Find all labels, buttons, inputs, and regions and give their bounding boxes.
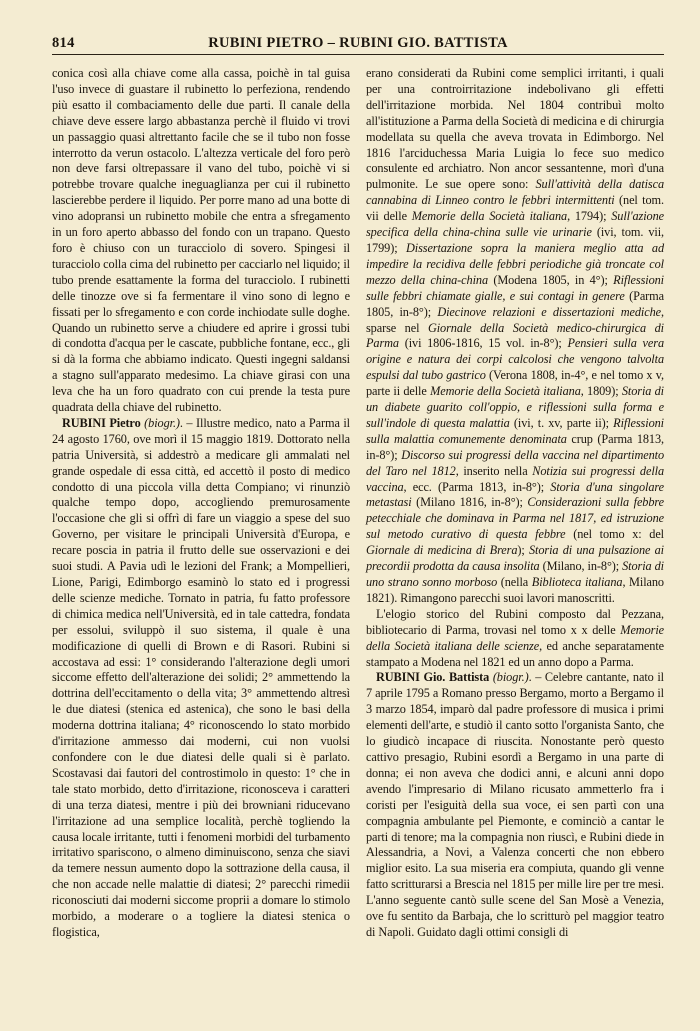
entry-headword: RUBINI Gio. Battista: [376, 670, 490, 685]
work-title: Riflessioni sulle febbri chiamate gialle, e sui contagi in genere: [366, 272, 664, 303]
page-number: 814: [52, 35, 75, 51]
entry-body: . – Celebre cantante, nato il 7 aprile 1795 a Romano presso Bergamo, morto a Bergamo il 3 marzo 1854, imparò dal padre professore di musica i primi elementi dell'arte, e studiò il canto sotto l'organista Santo, che lo giudicò incapace di riuscita. Nonostante però questo cattivo presagio, Rubini esordì a Bergamo in una parte di donna; ei non aveva che dodici anni, e alcuni anni dopo avendo l'impresario di Milano ricusato ammetterlo fra i coristi per l'esiguità della sua voce, ei sen partì con una compagnia ambulante pel Piemonte, e cominciò a cantar le parti di tenore; ma la compagnia non riuscì, e Rubini diede in Alessandria, a Novi, a Valenza concerti che non ebbero miglior esito. La sua miseria era compiuta, quando gli venne fatto scritturarsi a Brescia nel 1815 per mille lire per tre mesi. L'anno seguente cantò sulle scene del San Mosè a Venezia, ove fu sentito da Barbaja, che lo scritturò pel maggior teatro di Napoli. Guidato dagli ottimi consigli di: [366, 670, 664, 939]
paragraph-rubinetto-continuation: conica così alla chiave come alla cassa, poichè in tal guisa l'uso invece di guastare il rubinetto lo perfeziona, rendendo più esatto il combaciamento delle due parti. Il canale della chiave deve essere largo abbastanza perchè il fluido vi trovi un passaggio quasi altrettanto facile che se il tubo non fosse interrotto da verun ostacolo. L'altezza verticale del foro però non deve farsi oltrepassare il vano del tubo, poichè vi si potrebbe trovare qualche ineguaglianza per cui il rubinetto lascierebbe perdere il liquido. Per porre mano ad una botte di vino adopransi un rubinetto mobile che entra a sfregamento in un foro aperto abbasso del fondo con un trapano. Questo foro è chiuso con un turacciolo di sovero. Spingesi il turacciolo colla cima del rubinetto per cacciarlo nel liquido; il tubo prende esattamente la forma del turacciolo. I rubinetti delle tinozze ove si fa fermentare il vino sono di legno e fissati per lo sfregamento e con corde inchiodate sulle doghe. Quando un rubinetto serve a chiudere ed aprire i grossi tubi di condotta d'acqua per le cascate, pubbliche fontane, ecc., gli si dà la forma che abbiamo indicato. Questi ingegni saldansi a stagno sull'apparato medesimo. La chiave girasi con una leva che ha un foro quadrato con cui prende la testa pure quadrata della chiave del rubinetto.: [52, 66, 350, 415]
work-title: Memorie della Società italiana delle scienze: [366, 622, 664, 653]
body-text: (ivi, tom. vii, 1799);: [366, 225, 664, 255]
body-text: , ecc. (Parma 1813, in-8°);: [403, 479, 551, 494]
work-title: Biblioteca italiana: [531, 575, 623, 589]
entry-category: (biogr.): [144, 415, 180, 430]
work-title: Diecinove relazioni e dissertazioni mediche: [437, 304, 662, 319]
right-column: [366, 66, 664, 941]
work-title: Storia di un diabete guarito coll'oppio, e riflessioni sulla forma e sull'indole di questa malattia: [366, 384, 665, 430]
entry-body: . – Illustre medico, nato a Parma il 24 agosto 1760, ove morì il 15 maggio 1819. Dottorato nella patria Università, si addestrò a medicare gli ammalati nel grande ospedale di essa città, ed accettò il posto di medico condotto di una piccola villa detta Compiano; vi rinunziò qualche tempo dopo, accogliendo premurosamente l'occasione che gli si offrì di fare un viaggio a spese del suo Governo, per visitare le principali Università d'Europa, e recare poscia in patria il frutto delle sue osservazioni e dei suoi studi. A Pavia udì le lezioni del Frank; a Mompellieri, Lione, Parigi, Edimborgo esaminò lo stato ed i progressi delle scienze mediche. Tornato in patria, fu fatto professore di chimica medica nell'Università, ed in tale cattedra, fondata per essolui, sviluppò il suo sistema, il quale è una modificazione di quelli di Brown e di Rasori. Rubini si accostava ad essi: 1° considerando l'alterazione degli umori siccome effetto dell'alterazione dei solidi; 2° ammettendo la dottrina dell'eccitamento o della vita; 3° ammettendo altresì le due diatesi (stenica ed astenica), che sono le basi della moderna dottrina italiana; 4° riconoscendo lo stato morbido d'irritazione ammesso dai moderni, cui non vuolsi confondere con le due diatesi delle quali si è parlato. Scostavasi dai fautori del controstimolo in questo: 1° che in tale stato morbido, detto d'irritazione, riconosceva i caratteri di una terza diatesi, mentre i più dei browniani riducevano l'irritazione ad una semplice località, perchè togliendo la causa locale irritante, tutti i fenomeni morbidi del turbamento irritativo spariscono, o almeno diminuiscono, senza che siavi da temere nessun aumento dopo la sottrazione della causa, il che non accade nelle malattie di diatesi; 2° parecchi rimedii riconosciuti dai moderni siccome proprii a domare lo stimolo morbido, a moderare o a togliere la diatesi stenica o flogistica,: [52, 415, 350, 939]
body-text: , Milano 1821). Rimangono parecchi suoi lavori manoscritti.: [366, 575, 664, 605]
work-title: Memorie della Società italiana: [430, 384, 581, 399]
body-text: crup (Parma 1813, in-8°);: [366, 431, 664, 462]
body-text: (nel tom. vii delle: [366, 193, 664, 224]
work-title: Discorso sui progressi della vaccina nel dipartimento del Taro nel 1812: [366, 447, 664, 478]
body-text: , 1809);: [580, 384, 622, 399]
left-column: [52, 66, 350, 941]
work-title: Sull'azione specifica della china-china sulle vie urinarie: [366, 209, 665, 240]
work-title: Storia di uno strano sonno morboso: [366, 559, 664, 589]
text-columns: [52, 66, 664, 941]
work-title: Pensieri sulla vera origine e natura dei corpi calcolosi che vengono talvolta espulsi dal tubo gastrico: [366, 336, 664, 383]
work-title: Storia di una pulsazione ai precordii prodotta da causa insolita: [366, 543, 664, 574]
body-text: (Verona 1808, in-4°, e nel tomo x v, parte ii delle: [366, 368, 664, 399]
body-text: , inserito nella: [455, 463, 533, 478]
work-title: Notizia sui progressi della vaccina: [366, 463, 664, 494]
book-page: [52, 32, 664, 1022]
body-text: erano considerati da Rubini come semplici irritanti, i quali per una controirritazione indebolivano gli effetti dell'irritazione morbida. Nel 1804 contribuì molto all'istituzione a Parma della Società di medicina e di chirurgia modellata su quella che aveva trovata in Edimborgo. Nel 1816 l'arciduchessa Maria Luigia lo fece suo medico consulente ed archiatro. Non ancor sessantenne, morì d'una pulmonite. Le sue opere sono:: [366, 66, 664, 192]
entry-rubini-pietro: [52, 416, 350, 941]
paragraph-rubini-pietro-works: [366, 66, 664, 607]
body-text: (ivi 1806-1816, 15 vol. in-8°);: [398, 336, 568, 351]
work-title: Sull'attività della datisca cannabina di Linneo contro le febbri intermittenti: [366, 177, 664, 208]
page-header: [52, 32, 664, 55]
body-text: (Milano 1816, in-8°);: [411, 495, 528, 510]
running-title: RUBINI PIETRO – RUBINI GIO. BATTISTA: [208, 35, 508, 51]
body-text: , sparse nel: [366, 304, 664, 335]
body-text: , ed anche separatamente stampato a Modena nel 1821 ed un anno dopo a Parma.: [366, 638, 664, 669]
body-text: (Modena 1805, in 4°);: [488, 272, 614, 287]
entry-category: (biogr.): [492, 670, 529, 685]
body-text: L'elogio storico del Rubini composto dal Pezzana, bibliotecario di Parma, trovasi nel tomo x x delle: [366, 606, 664, 637]
body-text: (Parma 1805, in-8°);: [366, 288, 664, 319]
entry-headword: RUBINI Pietro: [62, 415, 141, 430]
body-text: , 1794);: [567, 209, 612, 224]
entry-rubini-gio-battista: [366, 670, 664, 940]
work-title: Memorie della Società italiana: [411, 209, 568, 224]
work-title: Dissertazione sopra la maniera meglio atta ad impedire la recidiva delle febbri periodiche già troncate col mezzo della china-china: [366, 240, 664, 287]
paragraph-elogio: [366, 607, 664, 671]
work-title: Considerazioni sulla febbre petecchiale che dominava in Parma nel 1817, ed istruzione sul metodo curativo di questa febbre: [366, 495, 664, 542]
body-text: );: [517, 543, 529, 558]
work-title: Riflessioni sulla malattia comunemente denominata: [366, 415, 664, 446]
work-title: Giornale della Società medico-chirurgica di Parma: [366, 320, 664, 351]
work-title: Storia d'una singolare metastasi: [366, 479, 664, 510]
body-text: (ivi, t. xv, parte ii);: [509, 415, 614, 430]
body-text: (nel tomo x: del: [565, 527, 664, 542]
body-text: (Milano, in-8°);: [539, 559, 623, 574]
body-text: (nella: [497, 575, 532, 589]
work-title: Giornale di medicina di Brera: [366, 543, 518, 558]
